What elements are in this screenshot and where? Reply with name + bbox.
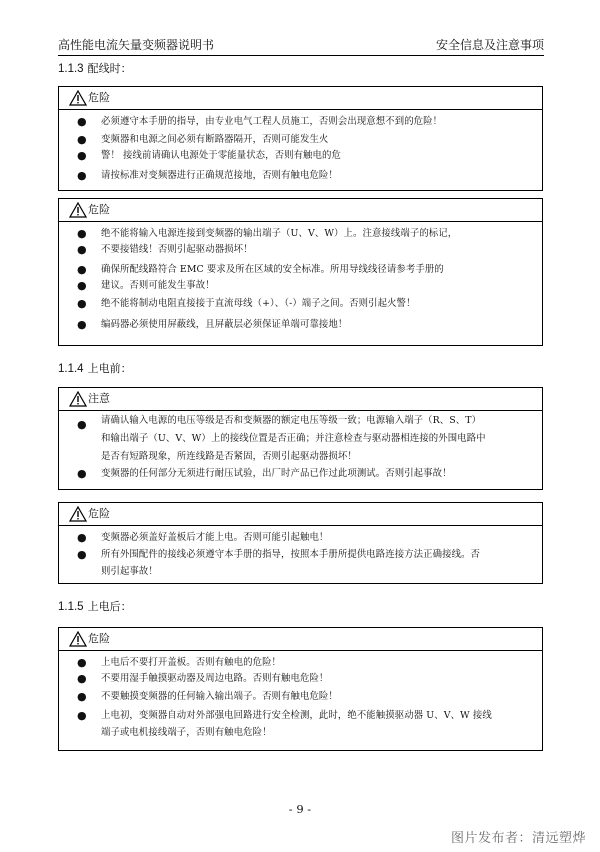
bullet-icon: ● xyxy=(77,133,87,146)
danger-box-before-power-on xyxy=(58,502,543,584)
item-text: 上电初，变频器自动对外部强电回路进行安全检测，此时，绝不能触摸驱动器 U、V、W 接线 xyxy=(101,710,492,721)
warning-triangle-icon xyxy=(69,631,87,647)
item-text: 警！ 接线前请确认电源处于零能量状态，否则有触电的危 xyxy=(101,150,341,161)
item-text: 绝不能将输入电源连接到变频器的输出端子（U、V、W）上。注意接线端子的标记， xyxy=(101,228,458,239)
warning-triangle-icon xyxy=(69,391,87,407)
caution-box-before-power-on xyxy=(58,387,543,490)
box-title: 危险 xyxy=(88,507,110,520)
bullet-icon: ● xyxy=(77,690,87,703)
document-title: 高性能电流矢量变频器说明书 xyxy=(58,38,215,52)
page-number: - 9 - xyxy=(288,802,312,816)
bullet-icon: ● xyxy=(77,169,87,182)
section-number: 1.1.5 xyxy=(58,601,84,613)
item-text: 则引起事故！ xyxy=(101,566,158,577)
danger-box-wiring-2 xyxy=(58,198,543,346)
section-heading-after-power-on xyxy=(58,600,132,614)
box-header xyxy=(59,199,542,222)
section-heading-before-power-on xyxy=(58,362,132,376)
danger-box-wiring-1 xyxy=(58,86,543,191)
section-number: 1.1.3 xyxy=(58,63,84,75)
section-title: 上电前： xyxy=(87,362,132,375)
item-text: 不要触摸变频器的任何输入输出端子。否则有触电危险！ xyxy=(101,691,338,702)
item-text: 确保所配线路符合 EMC 要求及所在区域的安全标准。所用导线线径请参考手册的 xyxy=(101,264,444,275)
box-title: 危险 xyxy=(88,91,110,104)
danger-box-after-power-on xyxy=(58,627,543,751)
item-text: 上电后不要打开盖板。否则有触电的危险！ xyxy=(101,657,282,668)
bullet-icon: ● xyxy=(77,149,87,162)
item-text: 建议。否则可能发生事故！ xyxy=(101,280,215,291)
section-heading-wiring xyxy=(58,62,132,76)
item-text: 请确认输入电源的电压等级是否和变频器的额定电压等级一致；电源输入端子（R、S、T） xyxy=(101,415,482,426)
publisher-watermark: 图片发布者：清远塑烨 xyxy=(450,831,586,846)
bullet-icon: ● xyxy=(77,318,87,331)
header-divider xyxy=(58,55,544,56)
box-title: 注意 xyxy=(88,392,110,405)
bullet-icon: ● xyxy=(77,548,87,561)
section-title: 上电后： xyxy=(87,600,132,613)
item-text: 变频器必须盖好盖板后才能上电。否则可能引起触电！ xyxy=(101,532,329,543)
bullet-icon: ● xyxy=(77,672,87,685)
bullet-icon: ● xyxy=(77,243,87,256)
item-text: 编码器必须使用屏蔽线，且屏蔽层必须保证单端可靠接地！ xyxy=(101,319,348,330)
box-header xyxy=(59,628,542,651)
warning-triangle-icon xyxy=(69,202,87,218)
box-header xyxy=(59,388,542,411)
item-text: 所有外围配件的接线必须遵守本手册的指导，按照本手册所提供电路连接方法正确接线。否 xyxy=(101,549,481,560)
item-text: 变频器的任何部分无须进行耐压试验，出厂时产品已作过此项测试。否则引起事故！ xyxy=(101,468,452,479)
bullet-icon: ● xyxy=(77,279,87,292)
item-text: 和输出端子（U、V、W）上的接线位置是否正确；并注意检查与驱动器相连接的外围电路中 xyxy=(101,433,486,444)
item-text: 不要用湿手触摸驱动器及周边电路。否则有触电危险！ xyxy=(101,673,329,684)
bullet-icon: ● xyxy=(77,418,87,431)
bullet-icon: ● xyxy=(77,709,87,722)
item-text: 请按标准对变频器进行正确规范接地，否则有触电危险！ xyxy=(101,170,338,181)
box-header xyxy=(59,87,542,110)
bullet-icon: ● xyxy=(77,227,87,240)
section-title: 配线时： xyxy=(87,62,132,75)
section-number: 1.1.4 xyxy=(58,363,84,375)
box-title: 危险 xyxy=(88,203,110,216)
item-text: 是否有短路现象，所连线路是否紧固，否则引起驱动器损坏！ xyxy=(101,451,357,462)
item-text: 必须遵守本手册的指导，由专业电气工程人员施工，否则会出现意想不到的危险！ xyxy=(101,116,443,127)
bullet-icon: ● xyxy=(77,656,87,669)
item-text: 端子或电机接线端子，否则有触电危险！ xyxy=(101,727,272,738)
bullet-icon: ● xyxy=(77,531,87,544)
warning-triangle-icon xyxy=(69,90,87,106)
chapter-title: 安全信息及注意事项 xyxy=(435,38,544,52)
item-text: 绝不能将制动电阻直接接于直流母线（+）、（-）端子之间。否则引起火警！ xyxy=(101,298,416,309)
bullet-icon: ● xyxy=(77,263,87,276)
bullet-icon: ● xyxy=(77,467,87,480)
bullet-icon: ● xyxy=(77,297,87,310)
item-text: 不要接错线！否则引起驱动器损坏！ xyxy=(101,244,253,255)
box-title: 危险 xyxy=(88,632,110,645)
item-text: 变频器和电源之间必须有断路器隔开，否则可能发生火 xyxy=(101,134,329,145)
warning-triangle-icon xyxy=(69,506,87,522)
box-header xyxy=(59,503,542,526)
bullet-icon: ● xyxy=(77,115,87,128)
